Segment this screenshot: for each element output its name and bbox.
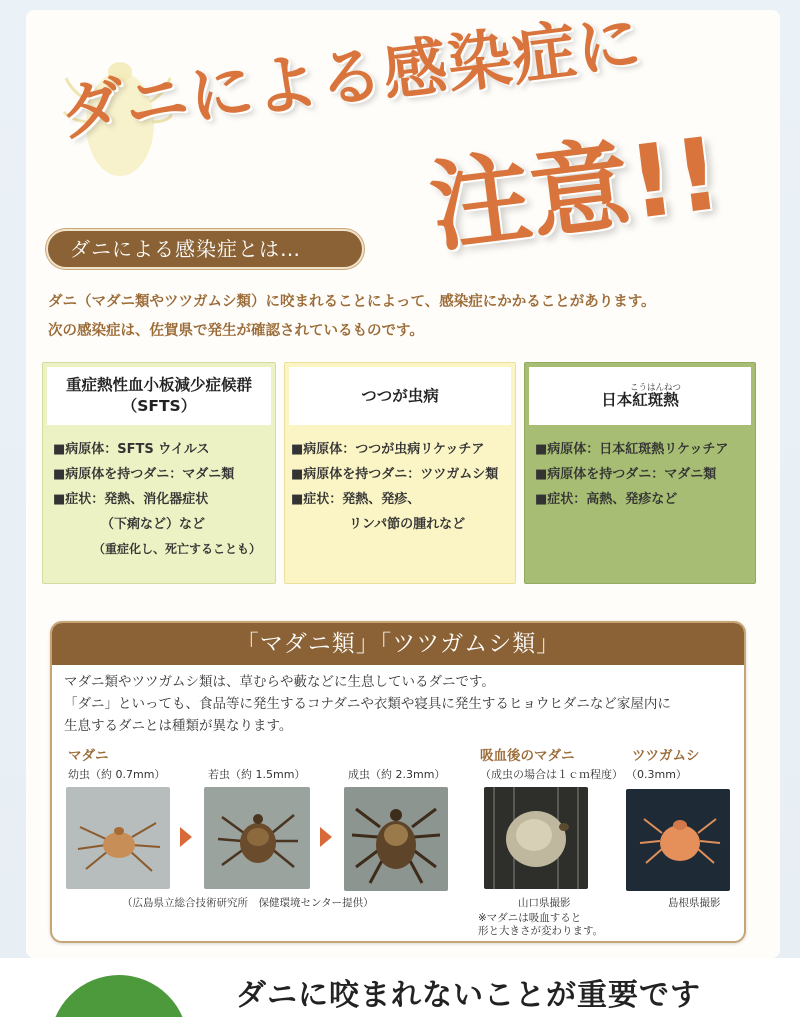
vector: ■病原体を持つダニ：マダニ類 (53, 467, 235, 482)
symptoms: ■症状：高熱、発疹など (535, 492, 678, 507)
engorged-size: （成虫の場合は１ｃｍ程度） (480, 768, 623, 781)
engorged-label: 吸血後のマダニ (480, 748, 575, 764)
furigana: こうはんねつ (629, 382, 682, 393)
vector: ■病原体を持つダニ：ツツガムシ類 (291, 467, 499, 482)
arrow-icon (320, 827, 332, 847)
stage-larva-label: 幼虫（約 0.7mm） (68, 768, 166, 781)
pathogen: ■病原体：日本紅斑熱リケッチア (535, 442, 729, 457)
larva-photo (66, 787, 170, 889)
symptoms: ■症状：発熱、発疹、 (291, 492, 421, 507)
symptoms: ■症状：発熱、消化器症状 (53, 492, 209, 507)
tick-card-description (64, 671, 744, 737)
nymph-tick-icon (204, 787, 310, 889)
disease-details (291, 437, 511, 537)
intro-text (48, 288, 768, 346)
photo-credit: （広島県立総合技術研究所 保健環境センター提供） (122, 897, 374, 909)
adult-photo (344, 787, 448, 891)
intro-line: 次の感染症は、佐賀県で発生が確認されているものです。 (48, 323, 424, 339)
disease-name: つつが虫病 (289, 367, 511, 425)
note-line: 形と大きさが変わります。 (478, 925, 604, 937)
stage-adult-label: 成虫（約 2.3mm） (348, 768, 446, 781)
disease-details (53, 437, 271, 562)
bottom-heading: ダニに咬まれないことが重要です (236, 978, 701, 1013)
chigger-mite-icon (626, 789, 730, 891)
disease-card-tsutsugamushi (284, 362, 516, 584)
stage-nymph-label: 若虫（約 1.5mm） (208, 768, 306, 781)
larva-tick-icon (66, 787, 170, 889)
desc-line: マダニ類やツツガムシ類は、草むらや藪などに生息しているダニです。 (64, 674, 495, 690)
intro-line: ダニ（マダニ類やツツガムシ類）に咬まれることによって、感染症にかかることがあります。 (48, 294, 656, 310)
disease-name (47, 367, 271, 425)
madani-label: マダニ (68, 748, 109, 764)
tsutsugamushi-credit: 島根県撮影 (668, 897, 721, 909)
severity-note: （重症化し、死亡することも） (93, 542, 262, 556)
tsutsugamushi-photo (626, 789, 730, 891)
pathogen: ■病原体：つつが虫病リケッチア (291, 442, 485, 457)
engorged-tick-icon (484, 787, 588, 889)
disease-details (535, 437, 751, 512)
symptoms-cont: リンパ節の腫れなど (349, 517, 466, 532)
disease-card-sfts (42, 362, 276, 584)
disease-name-line1: 重症熱性血小板減少症候群 (65, 376, 252, 394)
tsutsugamushi-size: （0.3mm） (626, 768, 687, 781)
engorged-note (478, 912, 603, 938)
arrow-icon (180, 827, 192, 847)
nymph-photo (204, 787, 310, 889)
disease-card-japanese-spotted-fever (524, 362, 756, 584)
furigana-wrap: こうはんねつ 紅斑熱 (632, 390, 679, 411)
disease-name: 日本 こうはんねつ 紅斑熱 (529, 367, 751, 425)
title-line1: ダニによる感染症に (56, 5, 646, 151)
title-line2: 注意!! (423, 114, 728, 267)
engorged-photo (484, 787, 588, 889)
engorged-credit: 山口県撮影 (518, 897, 571, 909)
tick-card-heading: 「マダニ類」「ツツガムシ類」 (52, 623, 744, 665)
tsutsugamushi-label: ツツガムシ (632, 748, 700, 764)
desc-line: 生息するダニとは種類が異なります。 (64, 718, 293, 734)
pathogen: ■病原体：SFTS ウイルス (53, 442, 210, 457)
section-heading: ダニによる感染症とは… (46, 229, 364, 269)
vector: ■病原体を持つダニ：マダニ類 (535, 467, 717, 482)
disease-name-line2: （SFTS） (121, 397, 197, 415)
adult-tick-icon (344, 787, 448, 891)
symptoms-cont: （下痢など）など (101, 517, 206, 532)
note-line: ※マダニは吸血すると (478, 912, 582, 924)
desc-line: 「ダニ」といっても、食品等に発生するコナダニや衣類や寝具に発生するヒョウヒダニなど家屋内に (64, 696, 671, 712)
tick-types-card (50, 621, 746, 943)
